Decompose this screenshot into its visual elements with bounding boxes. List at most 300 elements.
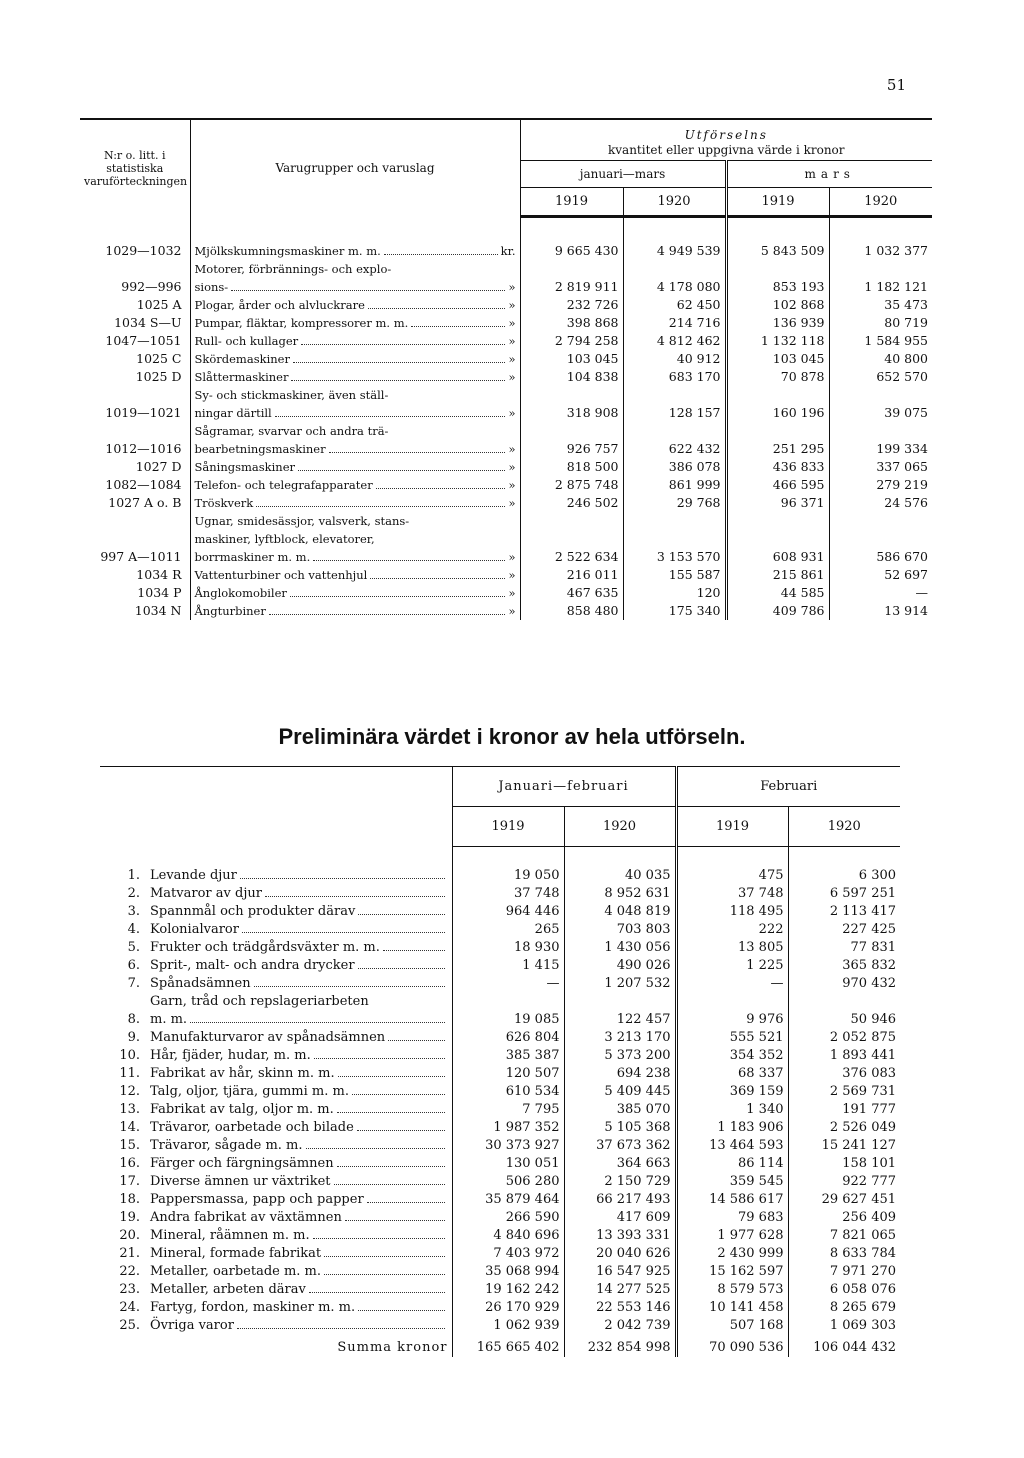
value-cell: 7 971 270 — [788, 1263, 900, 1281]
value-cell: 14 277 525 — [564, 1281, 676, 1299]
description-leader — [150, 1137, 448, 1155]
value-cell: 861 999 — [623, 476, 726, 494]
value-cell: 683 170 — [623, 368, 726, 386]
value-cell: 80 719 — [829, 314, 932, 332]
value-cell: 122 457 — [564, 993, 676, 1029]
header-year: 1920 — [623, 188, 726, 217]
value-cell: 2 430 999 — [676, 1245, 788, 1263]
row-index: 22. — [119, 1264, 140, 1279]
description-text: Pumpar, fläktar, kompressorer m. m. — [194, 316, 409, 330]
description-leader — [150, 1029, 448, 1047]
table-row — [80, 584, 932, 602]
value-cell: 39 075 — [829, 386, 932, 422]
value-cell: 409 786 — [726, 602, 829, 620]
description-leader — [150, 1083, 448, 1101]
item-description — [146, 1227, 452, 1245]
table-row — [80, 350, 932, 368]
table-row — [100, 1209, 900, 1227]
description-text: Såningsmaskiner — [194, 460, 296, 474]
dot-leader — [313, 560, 505, 561]
description-leader — [195, 602, 516, 620]
table-row — [100, 1083, 900, 1101]
value-cell: 1 132 118 — [726, 332, 829, 350]
item-description — [146, 885, 452, 903]
value-cell: 610 534 — [452, 1083, 564, 1101]
header-year: 1919 — [520, 188, 623, 217]
value-cell: 1 987 352 — [452, 1119, 564, 1137]
value-cell: 385 070 — [564, 1101, 676, 1119]
dot-leader — [269, 614, 506, 615]
total-export-table — [100, 766, 900, 1357]
header-group-line1: Utförselns — [684, 128, 768, 142]
value-cell: 16 547 925 — [564, 1263, 676, 1281]
value-cell: 118 495 — [676, 903, 788, 921]
item-number: 1034 S—U — [114, 315, 182, 330]
dot-leader — [256, 506, 505, 507]
dot-leader — [291, 380, 505, 381]
item-number: 1034 R — [136, 567, 182, 582]
value-cell: 922 777 — [788, 1173, 900, 1191]
item-description — [190, 296, 520, 314]
description-text: Spånadsämnen — [150, 976, 251, 991]
value-cell: 1 182 121 — [829, 260, 932, 296]
header-group-line2: kvantitet eller uppgivna värde i kronor — [608, 143, 845, 157]
value-cell: 1 032 377 — [829, 217, 932, 261]
item-description — [190, 386, 520, 422]
table-row — [100, 1173, 900, 1191]
table-row — [80, 566, 932, 584]
value-cell: 62 450 — [623, 296, 726, 314]
description-leader — [150, 1317, 448, 1335]
item-number: 1027 A o. B — [108, 495, 182, 510]
value-cell: 4 949 539 — [623, 217, 726, 261]
item-description — [190, 217, 520, 261]
item-description — [146, 1155, 452, 1173]
value-cell: 35 879 464 — [452, 1191, 564, 1209]
dot-leader — [368, 308, 506, 309]
value-cell: 507 168 — [676, 1317, 788, 1335]
item-description — [146, 847, 452, 886]
dot-leader — [275, 416, 506, 417]
value-cell: 68 337 — [676, 1065, 788, 1083]
value-cell: 703 803 — [564, 921, 676, 939]
value-cell: 3 153 570 — [623, 512, 726, 566]
value-cell: 364 663 — [564, 1155, 676, 1173]
table-row — [80, 332, 932, 350]
unit-mark: » — [508, 370, 516, 384]
value-cell: 626 804 — [452, 1029, 564, 1047]
value-cell: 1 584 955 — [829, 332, 932, 350]
value-cell: 19 050 — [452, 847, 564, 886]
dot-leader — [324, 1274, 444, 1275]
table-row — [100, 1101, 900, 1119]
value-cell: 369 159 — [676, 1083, 788, 1101]
value-cell: 2 875 748 — [520, 476, 623, 494]
value-cell: 385 387 — [452, 1047, 564, 1065]
table-row — [100, 1029, 900, 1047]
value-cell: 3 213 170 — [564, 1029, 676, 1047]
description-leader — [150, 1173, 448, 1191]
value-cell: 7 403 972 — [452, 1245, 564, 1263]
value-cell: 37 748 — [676, 885, 788, 903]
description-text: Levande djur — [150, 868, 237, 883]
item-description — [146, 1245, 452, 1263]
item-description — [146, 903, 452, 921]
table-row — [80, 422, 932, 458]
item-description — [190, 332, 520, 350]
item-number: 1082—1084 — [105, 477, 182, 492]
value-cell: 6 058 076 — [788, 1281, 900, 1299]
table-row — [100, 921, 900, 939]
value-cell: 608 931 — [726, 512, 829, 566]
description-leader — [195, 314, 516, 332]
description-leader — [195, 368, 516, 386]
row-index: 23. — [119, 1282, 140, 1297]
row-index: 17. — [119, 1174, 140, 1189]
value-cell: 160 196 — [726, 386, 829, 422]
description-leader — [195, 242, 516, 260]
value-cell: 5 409 445 — [564, 1083, 676, 1101]
dot-leader — [338, 1076, 445, 1077]
header-export-group — [520, 119, 932, 161]
value-cell: 120 507 — [452, 1065, 564, 1083]
item-description — [146, 1299, 452, 1317]
description-leader — [195, 566, 516, 584]
description-leader — [150, 1119, 448, 1137]
row-index: 3. — [127, 904, 140, 919]
value-cell: 4 840 696 — [452, 1227, 564, 1245]
value-cell: 2 042 739 — [564, 1317, 676, 1335]
value-cell: 104 838 — [520, 368, 623, 386]
value-cell: 50 946 — [788, 993, 900, 1029]
value-cell: 265 — [452, 921, 564, 939]
value-cell: 13 805 — [676, 939, 788, 957]
value-cell: 22 553 146 — [564, 1299, 676, 1317]
item-number: 1034 P — [137, 585, 182, 600]
value-cell: 79 683 — [676, 1209, 788, 1227]
value-cell: 2 819 911 — [520, 260, 623, 296]
dot-leader — [301, 344, 505, 345]
description-text: Fabrikat av talg, oljor m. m. — [150, 1102, 334, 1117]
table-row — [80, 217, 932, 261]
value-cell: 77 831 — [788, 939, 900, 957]
row-index: 16. — [119, 1156, 140, 1171]
value-cell: 964 446 — [452, 903, 564, 921]
dot-leader — [383, 950, 445, 951]
description-text: Ånglokomobiler — [194, 586, 287, 600]
dot-leader — [367, 1202, 445, 1203]
unit-mark: » — [508, 604, 516, 618]
dot-leader — [324, 1256, 444, 1257]
dot-leader — [314, 1058, 445, 1059]
value-cell: 490 026 — [564, 957, 676, 975]
value-cell: 44 585 — [726, 584, 829, 602]
item-description — [146, 1209, 452, 1227]
dot-leader — [306, 1148, 445, 1149]
sum-label: Summa kronor — [337, 1340, 448, 1355]
description-text: Tröskverk — [194, 496, 254, 510]
description-leader — [150, 1281, 448, 1299]
value-cell: 20 040 626 — [564, 1245, 676, 1263]
value-cell: 4 812 462 — [623, 332, 726, 350]
description-text: Trävaror, oarbetade och bilade — [150, 1120, 354, 1135]
description-text: ningar därtill — [194, 406, 272, 420]
sum-row — [100, 1335, 900, 1357]
value-cell: 376 083 — [788, 1065, 900, 1083]
dot-leader — [352, 1094, 445, 1095]
header-year: 1919 — [726, 188, 829, 217]
item-description — [190, 566, 520, 584]
value-cell: 436 833 — [726, 458, 829, 476]
dot-leader — [190, 1022, 444, 1023]
value-cell: 2 569 731 — [788, 1083, 900, 1101]
dot-leader — [411, 326, 505, 327]
value-cell: 1 340 — [676, 1101, 788, 1119]
item-description — [146, 1065, 452, 1083]
dot-leader — [237, 1328, 445, 1329]
row-index: 5. — [127, 940, 140, 955]
value-cell: 475 — [676, 847, 788, 886]
dot-leader — [370, 578, 505, 579]
description-leader — [195, 458, 516, 476]
value-cell: 466 595 — [726, 476, 829, 494]
value-cell: — — [676, 975, 788, 993]
item-number: 1025 D — [135, 369, 182, 384]
description-leader — [195, 494, 516, 512]
description-text: Metaller, arbeten därav — [150, 1282, 306, 1297]
sum-value: 70 090 536 — [676, 1335, 788, 1357]
value-cell: 175 340 — [623, 602, 726, 620]
item-description — [146, 975, 452, 993]
description-leader — [150, 1047, 448, 1065]
dot-leader — [384, 254, 498, 255]
dot-leader — [240, 878, 445, 879]
value-cell: 216 011 — [520, 566, 623, 584]
unit-mark: » — [508, 586, 516, 600]
description-leader — [150, 1209, 448, 1227]
dot-leader — [313, 1238, 445, 1239]
total-table-body — [100, 847, 900, 1358]
header-year: 1920 — [829, 188, 932, 217]
value-cell: 386 078 — [623, 458, 726, 476]
table-row — [100, 1191, 900, 1209]
description-text: Fartyg, fordon, maskiner m. m. — [150, 1300, 356, 1315]
row-index: 6. — [127, 958, 140, 973]
value-cell: 7 795 — [452, 1101, 564, 1119]
description-leader — [195, 404, 516, 422]
value-cell: 8 265 679 — [788, 1299, 900, 1317]
value-cell: 13 464 593 — [676, 1137, 788, 1155]
description-leader — [195, 548, 516, 566]
unit-mark: » — [508, 496, 516, 510]
description-leader — [150, 957, 448, 975]
description-line: maskiner, lyftblock, elevatorer, — [194, 532, 375, 546]
description-leader — [150, 1227, 448, 1245]
value-cell: 266 590 — [452, 1209, 564, 1227]
table-row — [100, 1065, 900, 1083]
value-cell: 6 597 251 — [788, 885, 900, 903]
value-cell: 19 085 — [452, 993, 564, 1029]
unit-mark: » — [508, 460, 516, 474]
description-text: Matvaror av djur — [150, 886, 262, 901]
description-text: Andra fabrikat av växtämnen — [150, 1210, 342, 1225]
value-cell: 694 238 — [564, 1065, 676, 1083]
description-text: Fabrikat av hår, skinn m. m. — [150, 1066, 335, 1081]
unit-mark: » — [508, 352, 516, 366]
value-cell: 467 635 — [520, 584, 623, 602]
unit-mark: » — [508, 316, 516, 330]
row-index: 2. — [127, 886, 140, 901]
value-cell: 37 748 — [452, 885, 564, 903]
dot-leader — [337, 1166, 445, 1167]
value-cell: 96 371 — [726, 494, 829, 512]
row-index: 18. — [119, 1192, 140, 1207]
value-cell: 2 150 729 — [564, 1173, 676, 1191]
item-description — [146, 1137, 452, 1155]
description-text: Mjölkskumningsmaskiner m. m. — [194, 244, 381, 258]
description-line: Ugnar, smidesässjor, valsverk, stans- — [194, 514, 410, 528]
description-leader — [195, 476, 516, 494]
description-text: Mineral, formade fabrikat — [150, 1246, 322, 1261]
description-leader — [150, 1299, 448, 1317]
value-cell: 18 930 — [452, 939, 564, 957]
item-description — [146, 939, 452, 957]
description-leader — [195, 584, 516, 602]
item-description — [190, 584, 520, 602]
item-description — [190, 602, 520, 620]
value-cell: 35 068 994 — [452, 1263, 564, 1281]
description-text: Pappersmassa, papp och papper — [150, 1192, 364, 1207]
table-row — [100, 903, 900, 921]
description-text: Färger och färgningsämnen — [150, 1156, 334, 1171]
value-cell: 279 219 — [829, 476, 932, 494]
table-row — [100, 1263, 900, 1281]
value-cell: 506 280 — [452, 1173, 564, 1191]
value-cell: 14 586 617 — [676, 1191, 788, 1209]
item-description — [146, 957, 452, 975]
row-index: 4. — [127, 922, 140, 937]
value-cell: 103 045 — [520, 350, 623, 368]
description-text: borrmaskiner m. m. — [194, 550, 311, 564]
value-cell: 227 425 — [788, 921, 900, 939]
item-number: 1027 D — [135, 459, 182, 474]
dot-leader — [358, 914, 444, 915]
row-index: 7. — [127, 976, 140, 991]
value-cell: 40 912 — [623, 350, 726, 368]
description-leader — [150, 975, 448, 993]
value-cell: 35 473 — [829, 296, 932, 314]
unit-mark: » — [508, 442, 516, 456]
unit-mark: » — [508, 280, 516, 294]
item-number: 1034 N — [134, 603, 182, 618]
description-text: Slåttermaskiner — [194, 370, 289, 384]
description-text: Övriga varor — [150, 1318, 234, 1333]
table-row — [80, 386, 932, 422]
row-index: 8. — [127, 1012, 140, 1027]
sum-value: 106 044 432 — [788, 1335, 900, 1357]
table-row — [100, 1299, 900, 1317]
description-leader — [150, 1101, 448, 1119]
table-row — [100, 1281, 900, 1299]
table-row — [100, 939, 900, 957]
table-row — [100, 1137, 900, 1155]
item-number: 997 A—1011 — [100, 549, 182, 564]
table-row — [100, 1119, 900, 1137]
description-text: m. m. — [150, 1012, 188, 1027]
description-text: Metaller, oarbetade m. m. — [150, 1264, 322, 1279]
item-description — [146, 1191, 452, 1209]
description-text: Diverse ämnen ur växtriket — [150, 1174, 331, 1189]
value-cell: 2 052 875 — [788, 1029, 900, 1047]
table-row — [80, 368, 932, 386]
header-feb: Februari — [676, 767, 900, 807]
value-cell: — — [452, 975, 564, 993]
description-leader — [150, 885, 448, 903]
description-leader — [150, 939, 448, 957]
value-cell: 155 587 — [623, 566, 726, 584]
value-cell: 555 521 — [676, 1029, 788, 1047]
item-description — [190, 350, 520, 368]
table-row — [100, 1245, 900, 1263]
table-row — [80, 512, 932, 566]
value-cell: 215 861 — [726, 566, 829, 584]
table-row — [100, 1047, 900, 1065]
item-number: 1047—1051 — [105, 333, 182, 348]
description-text: Sprit-, malt- och andra drycker — [150, 958, 355, 973]
dot-leader — [337, 1112, 445, 1113]
item-description — [146, 1119, 452, 1137]
sum-value: 165 665 402 — [452, 1335, 564, 1357]
value-cell: 191 777 — [788, 1101, 900, 1119]
unit-mark: » — [508, 334, 516, 348]
item-description — [190, 476, 520, 494]
unit-mark: » — [508, 550, 516, 564]
dot-leader — [231, 290, 505, 291]
item-description — [146, 993, 452, 1029]
description-leader — [195, 332, 516, 350]
value-cell: 652 570 — [829, 368, 932, 386]
unit-mark: kr. — [500, 244, 516, 258]
value-cell: 417 609 — [564, 1209, 676, 1227]
sum-value: 232 854 998 — [564, 1335, 676, 1357]
description-text: Ångturbiner — [194, 604, 266, 618]
value-cell: 1 069 303 — [788, 1317, 900, 1335]
value-cell: 52 697 — [829, 566, 932, 584]
item-description — [146, 1029, 452, 1047]
value-cell: 9 665 430 — [520, 217, 623, 261]
item-number: 992—996 — [121, 279, 182, 294]
table-row — [80, 602, 932, 620]
row-index: 1. — [127, 868, 140, 883]
value-cell: 102 868 — [726, 296, 829, 314]
value-cell: 66 217 493 — [564, 1191, 676, 1209]
description-text: Manufakturvaror av spånadsämnen — [150, 1030, 386, 1045]
value-cell: 2 526 049 — [788, 1119, 900, 1137]
description-leader — [150, 1155, 448, 1173]
description-text: Trävaror, sågade m. m. — [150, 1138, 303, 1153]
row-index: 9. — [127, 1030, 140, 1045]
value-cell: 120 — [623, 584, 726, 602]
unit-mark: » — [508, 478, 516, 492]
description-leader — [150, 1011, 448, 1029]
value-cell: 622 432 — [623, 422, 726, 458]
description-leader — [195, 440, 516, 458]
value-cell: 1 225 — [676, 957, 788, 975]
dot-leader — [309, 1292, 445, 1293]
value-cell: 19 162 242 — [452, 1281, 564, 1299]
value-cell: 365 832 — [788, 957, 900, 975]
table-row — [80, 476, 932, 494]
